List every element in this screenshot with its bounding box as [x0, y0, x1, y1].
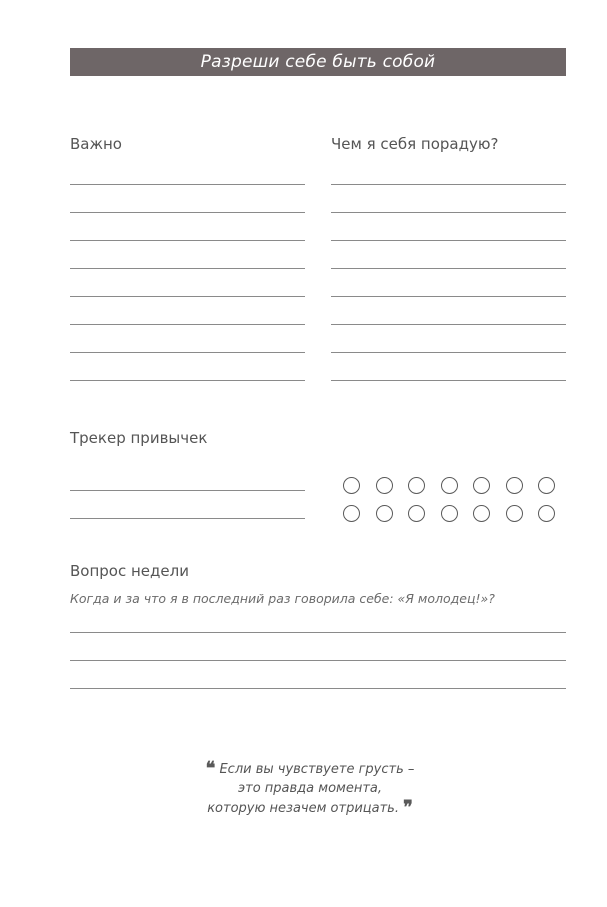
page-banner — [70, 48, 566, 76]
quote-line-1: Если вы чувствуете грусть – — [219, 762, 415, 777]
habit-checkbox-circle[interactable] — [343, 477, 360, 494]
habit-checkbox-circle[interactable] — [408, 505, 425, 522]
writing-line — [70, 324, 305, 325]
writing-line — [331, 184, 566, 185]
writing-line — [70, 268, 305, 269]
important-label: Важно — [70, 135, 122, 153]
habit-tracker-label: Трекер привычек — [70, 429, 208, 447]
quote-line-3: которую незачем отрицать. — [207, 801, 399, 816]
habit-circle-row — [343, 505, 555, 522]
question-of-week-text: Когда и за что я в последний раз говорила себе: «Я молодец!»? — [70, 591, 495, 606]
habit-checkbox-circle[interactable] — [538, 505, 555, 522]
writing-line — [70, 632, 566, 633]
habit-checkbox-circle[interactable] — [506, 477, 523, 494]
writing-line — [70, 518, 305, 519]
habit-checkbox-circle[interactable] — [408, 477, 425, 494]
habit-checkbox-circle[interactable] — [506, 505, 523, 522]
writing-line — [70, 352, 305, 353]
habit-checkbox-circle[interactable] — [343, 505, 360, 522]
treat-label: Чем я себя порадую? — [331, 135, 499, 153]
habit-checkbox-circle[interactable] — [376, 477, 393, 494]
open-quote-icon: ❝ — [205, 758, 216, 779]
habit-checkbox-circle[interactable] — [376, 505, 393, 522]
habit-checkbox-circle[interactable] — [473, 477, 490, 494]
quote-block — [150, 759, 470, 818]
writing-line — [70, 212, 305, 213]
writing-line — [70, 490, 305, 491]
writing-line — [331, 324, 566, 325]
question-of-week-label: Вопрос недели — [70, 562, 189, 580]
writing-line — [331, 352, 566, 353]
writing-line — [70, 688, 566, 689]
writing-line — [70, 380, 305, 381]
writing-line — [70, 240, 305, 241]
close-quote-icon: ❞ — [403, 797, 413, 818]
habit-circle-row — [343, 477, 555, 494]
habit-checkbox-circle[interactable] — [441, 505, 458, 522]
habit-checkbox-circle[interactable] — [441, 477, 458, 494]
writing-line — [331, 212, 566, 213]
writing-line — [331, 296, 566, 297]
writing-line — [331, 380, 566, 381]
banner-title: Разреши себе быть собой — [200, 52, 436, 72]
quote-line-2: это правда момента, — [238, 781, 382, 796]
writing-line — [70, 296, 305, 297]
writing-line — [331, 240, 566, 241]
writing-line — [331, 268, 566, 269]
habit-checkbox-circle[interactable] — [473, 505, 490, 522]
habit-checkbox-circle[interactable] — [538, 477, 555, 494]
writing-line — [70, 660, 566, 661]
writing-line — [70, 184, 305, 185]
